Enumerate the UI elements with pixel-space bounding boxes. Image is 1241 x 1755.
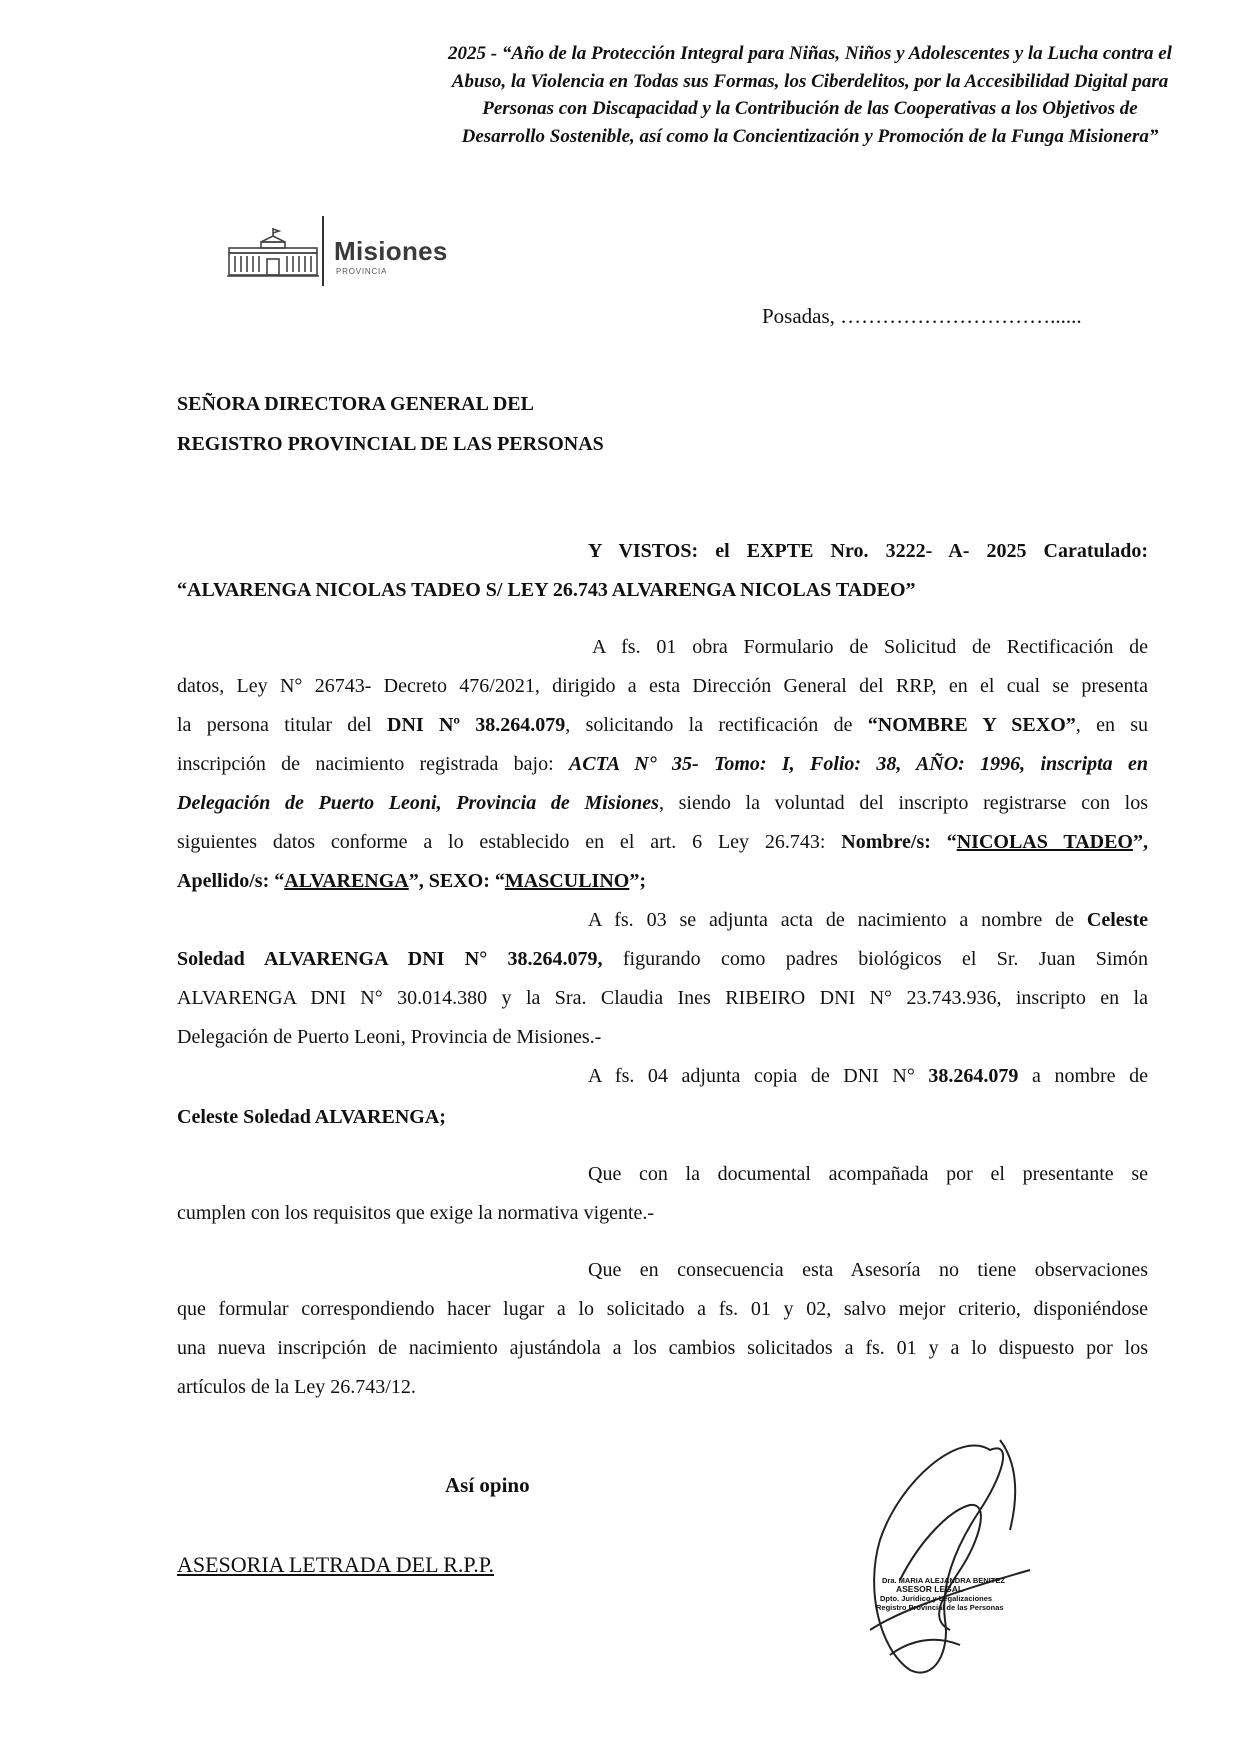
signature-stamp [840, 1420, 1040, 1690]
office-name: ASESORIA LETRADA DEL R.P.P. [177, 1552, 495, 1577]
p4-line-1: Que con la documental acompañada por el presentante se [588, 1163, 1148, 1185]
logo-name: Misiones [334, 236, 448, 266]
p2-line-3: ALVARENGA DNI N° 30.014.380 y la Sra. Claudia Ines RIBEIRO DNI N° 23.743.936, inscripto en la [177, 987, 1148, 1009]
p1-line-5: Delegación de Puerto Leoni, Provincia de Misiones, siendo la voluntad del inscripto registrarse con los [177, 792, 1148, 814]
p2-line-2: Soledad ALVARENGA DNI N° 38.264.079, figurando como padres biológicos el Sr. Juan Simón [177, 948, 1148, 970]
logo-divider [322, 216, 324, 286]
p1-line-1: A fs. 01 obra Formulario de Solicitud de Rectificación de [592, 636, 1148, 658]
p5-line-1: Que en consecuencia esta Asesoría no tiene observaciones [588, 1259, 1148, 1281]
vistos-line-2: “ALVARENGA NICOLAS TADEO S/ LEY 26.743 ALVARENGA NICOLAS TADEO” [177, 579, 916, 601]
p3-line-1: A fs. 04 adjunta copia de DNI N° 38.264.079 a nombre de [588, 1065, 1148, 1087]
addressee-line-1: SEÑORA DIRECTORA GENERAL DEL [177, 393, 534, 415]
handwritten-signature [840, 1420, 1040, 1690]
p1-line-7: Apellido/s: “ALVARENGA”, SEXO: “MASCULINO”; [177, 870, 646, 892]
p2-line-1: A fs. 03 se adjunta acta de nacimiento a nombre de Celeste [588, 909, 1148, 931]
header-motto: 2025 - “Año de la Protección Integral para Niñas, Niños y Adolescentes y la Lucha contra el Abuso, la Violencia en Todas sus Formas, los Ciberdelitos, por la Accesibilidad Digital para Personas con Discapacidad y la Contribución de las Cooperativas a los Objetivos de Desarrollo Sostenible, así como la Concientización y Promoción de la Funga Misionera” [448, 43, 1172, 147]
p5-line-4: artículos de la Ley 26.743/12. [177, 1376, 416, 1398]
date-line: Posadas, …………………………...... [762, 304, 1082, 328]
p2-line-4: Delegación de Puerto Leoni, Provincia de Misiones.- [177, 1026, 602, 1048]
p5-line-2: que formular correspondiendo hacer lugar a lo solicitado a fs. 01 y 02, salvo mejor criterio, disponiéndose [177, 1298, 1148, 1320]
p3-line-2: Celeste Soledad ALVARENGA; [177, 1106, 446, 1128]
logo-subtitle: PROVINCIA [336, 267, 388, 276]
p4-line-2: cumplen con los requisitos que exige la normativa vigente.- [177, 1202, 655, 1224]
vistos-line-1: Y VISTOS: el EXPTE Nro. 3222- A- 2025 Caratulado: [588, 540, 1148, 562]
stamp-line-4: Registro Provincial de las Personas [876, 1603, 1004, 1612]
province-logo [225, 214, 485, 290]
p1-line-4: inscripción de nacimiento registrada bajo: ACTA N° 35- Tomo: I, Folio: 38, AÑO: 1996, inscripta en [177, 753, 1148, 775]
stamp-line-3: Dpto. Jurídico y Legalizaciones [880, 1594, 993, 1603]
addressee [177, 384, 604, 464]
stamp-line-1: Dra. MARIA ALEJANDRA BENITEZ [882, 1576, 1005, 1585]
closing-text: Así opino [445, 1473, 530, 1497]
addressee-line-2: REGISTRO PROVINCIAL DE LAS PERSONAS [177, 433, 604, 455]
p1-line-2: datos, Ley N° 26743- Decreto 476/2021, dirigido a esta Dirección General del RRP, en el cual se presenta [177, 675, 1148, 697]
stamp-line-2: ASESOR LEGAL [896, 1584, 964, 1594]
p1-line-6: siguientes datos conforme a lo establecido en el art. 6 Ley 26.743: Nombre/s: “NICOLAS TADEO”, [177, 831, 1148, 853]
government-house-icon [227, 228, 319, 278]
p1-line-3: la persona titular del DNI Nº 38.264.079, solicitando la rectificación de “NOMBRE Y SEXO”, en su [177, 714, 1149, 736]
p5-line-3: una nueva inscripción de nacimiento ajustándola a los cambios solicitados a fs. 01 y a lo dispuesto por los [177, 1337, 1148, 1359]
